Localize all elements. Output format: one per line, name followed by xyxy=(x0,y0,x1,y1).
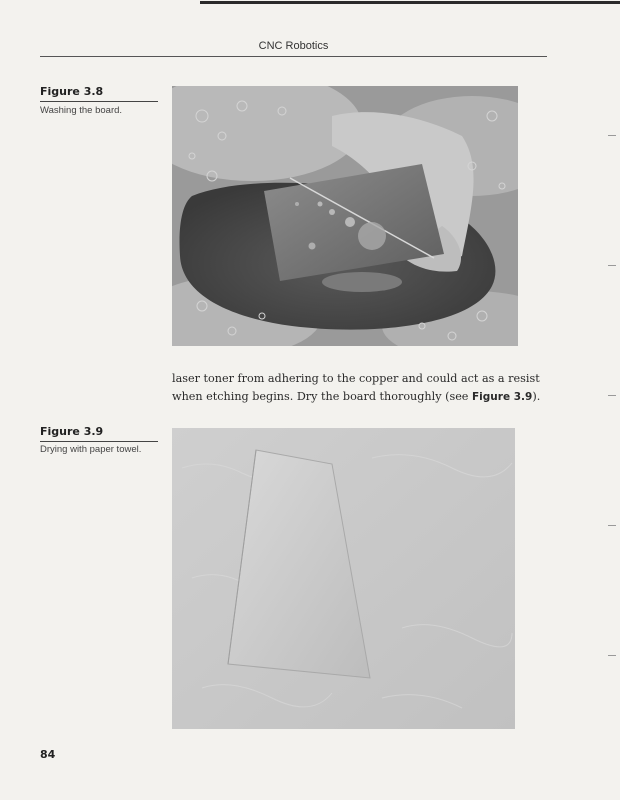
margin-tick xyxy=(608,525,616,526)
running-head: CNC Robotics xyxy=(258,40,329,52)
margin-tick xyxy=(608,135,616,136)
margin-tick xyxy=(608,655,616,656)
page-number: 84 xyxy=(40,748,56,761)
body-text-before-ref: laser toner from adhering to the copper and could act as a resist when etching begins. Dry the board thoroughly (see xyxy=(172,372,540,403)
body-text-after-ref: ). xyxy=(532,390,541,403)
body-paragraph xyxy=(172,370,552,406)
top-rule xyxy=(200,1,620,4)
margin-tick xyxy=(608,395,616,396)
washing-board-photo xyxy=(172,86,518,346)
margin-tick xyxy=(608,265,616,266)
figure-3-9-caption: Drying with paper towel. xyxy=(40,444,142,455)
figure-3-8-caption: Washing the board. xyxy=(40,105,123,116)
figure-3-8-label: Figure 3.8 xyxy=(40,85,158,102)
drying-board-photo xyxy=(172,428,515,729)
figure-3-9-reference: Figure 3.9 xyxy=(472,391,533,403)
header-rule xyxy=(40,56,547,57)
figure-3-9-label: Figure 3.9 xyxy=(40,425,158,442)
